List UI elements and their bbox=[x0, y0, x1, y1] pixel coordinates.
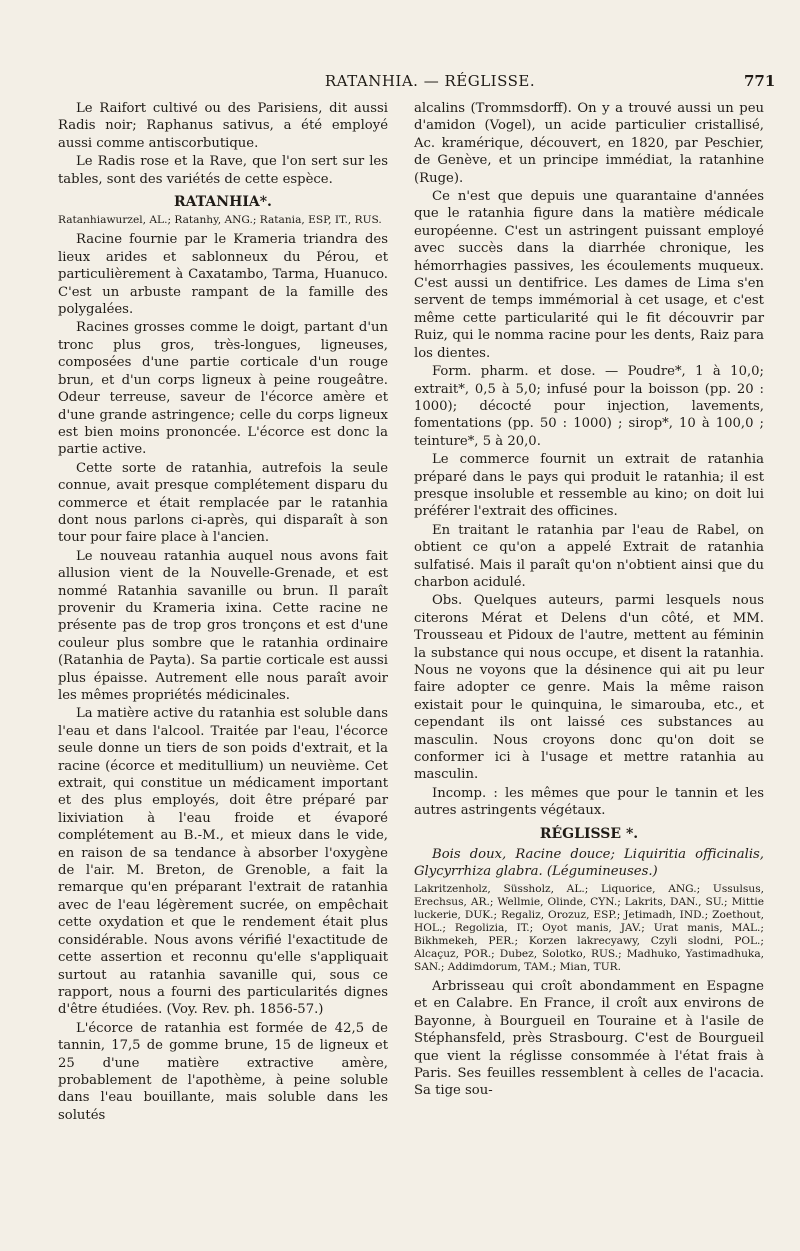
paragraph: En traitant le ratanhia par l'eau de Rabel, on obtient ce qu'on a appelé Extrait de ratanhia sulfatisé. Mais il paraît qu'on n'obtient ainsi que du charbon acidulé. bbox=[414, 522, 764, 590]
paragraph: Form. pharm. et dose. — Poudre*, 1 à 10,0; extrait*, 0,5 à 5,0; infusé pour la boisson (pp. 20 : 1000); décocté pour injection, lavements, fomentations (pp. 50 : 1000) ; sirop*, 10 à 100,0 ; teinture*, 5 à 20,0. bbox=[414, 364, 764, 449]
paragraph: alcalins (Trommsdorff). On y a trouvé aussi un peu d'amidon (Vogel), un acide particulier cristallisé, Ac. kramérique, découvert, en 1820, par Peschier, de Genève, et un principe immédiat, la ratanhine (Ruge). bbox=[414, 101, 764, 186]
subtitle-reglisse: Bois doux, Racine douce; Liquiritia officinalis, Glycyrrhiza glabra. (Légumineuses.) bbox=[414, 847, 764, 880]
page-number: 771 bbox=[744, 72, 776, 90]
synonyms-ratanhia: Ratanhiawurzel, AL.; Ratanhy, ANG.; Ratania, ESP, IT., RUS. bbox=[58, 214, 382, 227]
paragraph: Cette sorte de ratanhia, autrefois la seule connue, avait presque complétement disparu du commerce et était remplacée par le ratanhia dont nous parlons ci-après, qui disparaît à son tour pour faire place à l'ancien. bbox=[58, 460, 388, 546]
paragraph: Racine fournie par le Krameria triandra des lieux arides et sablonneux du Pérou, et particulièrement à Caxatambo, Tarma, Huanuco. C'est un arbuste rampant de la famille des polygalées. bbox=[58, 232, 388, 318]
paragraph: Le Raifort cultivé ou des Parisiens, dit aussi Radis noir; Raphanus sativus, a été employé aussi comme antiscorbutique. bbox=[58, 101, 388, 151]
left-column bbox=[58, 100, 388, 1124]
paragraph: Incomp. : les mêmes que pour le tannin et les autres astringents végétaux. bbox=[414, 785, 764, 819]
paragraph: Obs. Quelques auteurs, parmi lesquels nous citerons Mérat et Delens d'un côté, et MM. Trousseau et Pidoux de l'autre, mettent au féminin la substance qui nous occupe, et disent la ratanhia. Nous ne voyons que la désinence qui ait pu leur faire adopter ce genre. Mais la même raison existait pour le quinquina, le simarouba, etc., et cependant ils ont laissé ces substances au masculin. Nous croyons donc qu'on doit se conformer ici à l'usage et mettre ratanhia au masculin. bbox=[414, 593, 764, 783]
paragraph: Racines grosses comme le doigt, partant d'un tronc plus gros, très-longues, ligneuses, composées d'une partie corticale d'un rouge brun, et d'un corps ligneux à peine rougeâtre. Odeur terreuse, saveur de l'écorce amère et d'une grande astringence; celle du corps ligneux est bien moins prononcée. L'écorce est donc la partie active. bbox=[58, 320, 388, 458]
paragraph: L'écorce de ratanhia est formée de 42,5 de tannin, 17,5 de gomme brune, 15 de ligneux et 25 d'une matière extractive amère, probablement de l'apothème, à peine soluble dans l'eau bouillante, mais soluble dans les solutés bbox=[58, 1020, 388, 1123]
paragraph: Arbrisseau qui croît abondamment en Espagne et en Calabre. En France, il croît aux environs de Bayonne, à Bourgueil en Touraine et à l'asile de Stéphansfeld, près Strasbourg. C'est de Bourgueil que vient la réglisse consommée à l'état frais à Paris. Ses feuilles ressemblent à celles de l'acacia. Sa tige sou- bbox=[414, 978, 764, 1099]
synonyms-reglisse: Lakritzenholz, Süssholz, AL.; Liquorice, ANG.; Ussulsus, Erechsus, AR.; Wellmie, Olinde, CYN.; Lakrits, DAN., SU.; Mittie luckerie, DUK.; Regaliz, Orozuz, ESP.; Jetimadh, IND.; Zoethout, HOL.; Regolizia, IT.; Oyot manis, JAV.; Urat manis, MAL.; Bikhmekeh, PER.; Korzen lakrecyawy, Czyli slodni, POL.; Alcaçuz, POR.; Dubez, Solotko, RUS.; Madhuko, Yastimadhuka, SAN.; Addimdorum, TAM.; Mian, TUR. bbox=[414, 882, 764, 973]
paragraph: Le commerce fournit un extrait de ratanhia préparé dans le pays qui produit le ratanhia; il est presque insoluble et ressemble au kino; on doit lui préférer l'extrait des officines. bbox=[414, 452, 764, 520]
section-heading-reglisse: RÉGLISSE *. bbox=[539, 825, 639, 842]
right-column bbox=[414, 100, 764, 1100]
paragraph: Le nouveau ratanhia auquel nous avons fait allusion vient de la Nouvelle-Grenade, et est nommé Ratanhia savanille ou brun. Il paraît provenir du Krameria ixina. Cette racine ne présente pas de trop gros tronçons et est d'une couleur plus sombre que le ratanhia ordinaire (Ratanhia de Payta). Sa partie corticale est aussi plus épaisse. Autrement elle nous paraît avoir les mêmes propriétés médicinales. bbox=[58, 548, 388, 703]
paragraph: La matière active du ratanhia est soluble dans l'eau et dans l'alcool. Traitée par l'eau, l'écorce seule donne un tiers de son poids d'extrait, et la racine (écorce et meditullium) un neuvième. Cet extrait, qui constitue un médicament important et des plus employés, doit être préparé par lixiviation à l'eau froide et évaporé complétement au B.-M., et mieux dans le vide, en raison de sa tendance à absorber l'oxygène de l'air. M. Breton, de Grenoble, a fait la remarque qu'en préparant l'extrait de ratanhia avec de l'eau légèrement sucrée, on empêchait cette oxydation et que le rendement était plus considérable. Nous avons vérifié l'exactitude de cette assertion et reconnu qu'elle s'appliquait surtout au ratanhia savanille qui, sous ce rapport, nous a fourni des particularités dignes d'être étudiées. (Voy. Rev. ph. 1856-57.) bbox=[58, 706, 388, 1018]
section-heading-ratanhia: RATANHIA*. bbox=[174, 194, 272, 211]
paragraph: Le Radis rose et la Rave, que l'on sert sur les tables, sont des variétés de cette espèce. bbox=[58, 154, 388, 187]
paragraph: Ce n'est que depuis une quarantaine d'années que le ratanhia figure dans la matière médicale européenne. C'est un astringent puissant employé avec succès dans la diarrhée chronique, les hémorrhagies passives, les écoulements muqueux. C'est aussi un dentifrice. Les dames de Lima s'en servent de temps immémorial à cet usage, et c'est même cette particularité qui le fit découvrir par Ruiz, qui le nomma racine pour les dents, Raiz para los dientes. bbox=[414, 189, 764, 361]
running-title: RATANHIA. — RÉGLISSE. bbox=[324, 72, 536, 90]
